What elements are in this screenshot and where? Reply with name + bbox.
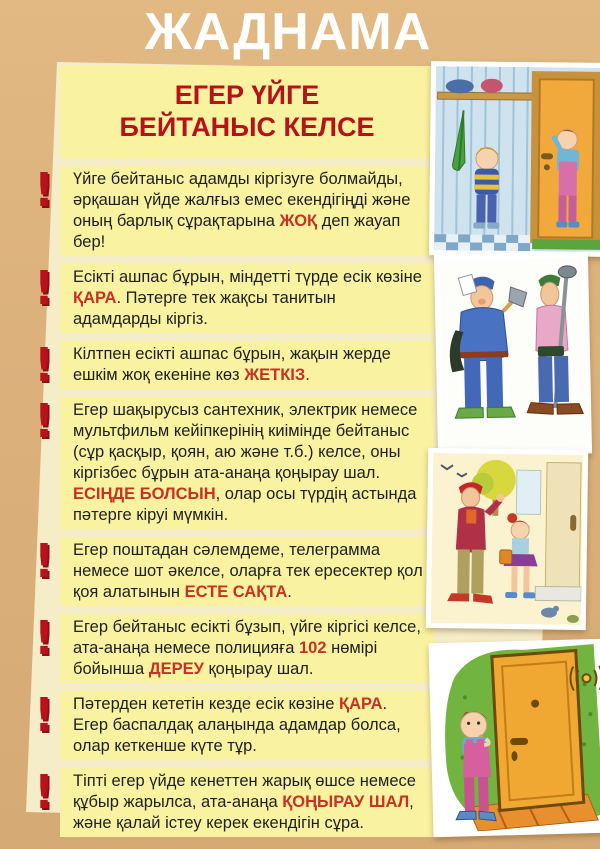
memo-heading-line1: ЕГЕР ҮЙГЕ (174, 80, 320, 110)
tip-block (34, 394, 434, 529)
tip-block (34, 338, 434, 392)
highlighted-red-text: ДЕРЕУ (148, 660, 204, 678)
highlighted-red-text: 102 (299, 639, 327, 657)
tip-text (73, 344, 424, 386)
tip-text-segment: . (305, 366, 310, 384)
tip-block (34, 163, 434, 256)
tip-block (34, 611, 434, 683)
memo-heading-line2: БЕЙТАНЫС КЕЛСЕ (119, 112, 375, 142)
exclamation-icon: ! (34, 163, 54, 217)
strangers-scene (440, 258, 586, 451)
yard-scene (431, 453, 583, 625)
illustration-stranger-and-girl (426, 448, 588, 630)
highlighted-red-text: ЕСТЕ САҚТА (184, 583, 288, 601)
tip-text-segment: Есікті ашпас бұрын, міндетті түрде есік көзіне (73, 268, 422, 286)
tip-text-segment: Үйге бейтаныс адамды кіргізуге болмайды, әрқашан үйде жалғыз емес екендігіңді және оның барлық сұрақтарына (73, 170, 411, 230)
tip-text-segment: Егер шақырусыз сантехник, электрик немесе мультфильм кейіпкерінің киімінде бейтаныс (сұр қасқыр, қоян, аю және т.б.) келсе, оны кіргізбес бұрын ата-анаңа қоңырау шал. (73, 401, 418, 482)
page-title: ЖАДНАМА (144, 3, 432, 61)
children-at-door-scene (434, 66, 600, 252)
tip-text (73, 267, 424, 330)
illustration-children-at-apartment-door (429, 61, 600, 257)
tip-block (34, 688, 434, 760)
memo-heading (60, 66, 434, 158)
illustration-boy-at-ringing-door (428, 639, 600, 838)
exclamation-icon: ! (34, 688, 54, 742)
door-mat (532, 239, 600, 250)
tip-text (73, 169, 424, 253)
tip-text-segment: қоңырау шал. (203, 660, 314, 678)
exclamation-icon: ! (34, 338, 54, 392)
tip-text (73, 694, 424, 757)
highlighted-red-text: ҚОҢЫРАУ ШАЛ (282, 793, 410, 811)
highlighted-red-text: ЕСІҢДЕ БОЛСЫН (73, 485, 216, 503)
exclamation-icon: ! (34, 611, 54, 665)
checkered-floor (434, 234, 534, 251)
tip-text (73, 771, 424, 834)
tip-text-segment: Егер поштадан сәлемдеме, телеграмма немесе шот әкелсе, оларға тек ересектер қол қоя алатынын (73, 541, 423, 601)
tip-text-segment: , олар осы түрдің астында пәтерге кіруі мүмкін. (73, 485, 417, 524)
exclamation-icon: ! (34, 765, 54, 819)
tip-text-segment: Пәтерден кететін кезде есік көзіне (73, 695, 340, 713)
tip-text-segment: деп жауап бер! (73, 212, 401, 251)
tip-text-segment: нөмірі бойынша (73, 639, 378, 678)
tip-text-segment: . (287, 583, 292, 601)
highlighted-red-text: ЖОҚ (279, 212, 318, 230)
tip-text-segment: , және қалай істеу керек екендігін сұра. (73, 793, 414, 832)
tip-text-segment: Кілтпен есікті ашпас бұрын, жақын жерде ешкім жоқ екеніне көз (73, 345, 391, 384)
tip-block (34, 261, 434, 333)
tip-text-segment: Тіпті егер үйде кенеттен жарық өшсе немесе құбыр жарылса, ата-анаңа (73, 772, 416, 811)
tip-block (34, 765, 434, 837)
highlighted-red-text: ЖЕТКІЗ (244, 366, 306, 384)
boy-door-scene (434, 644, 600, 832)
exclamation-icon: ! (34, 394, 54, 448)
tips-list (34, 163, 434, 837)
tip-text (73, 617, 424, 680)
highlighted-red-text: ҚАРА (339, 695, 383, 713)
tip-text-segment: . Егер баспалдақ алаңында адамдар болса, олар кеткенше күте тұр. (73, 695, 401, 755)
tip-text (73, 400, 424, 526)
memo-content (34, 66, 434, 837)
highlighted-red-text: ҚАРА (73, 289, 117, 307)
exclamation-icon: ! (34, 534, 54, 588)
tip-text-segment: Егер бейтаныс есікті бұзып, үйге кіргісі келсе, ата-анаңа немесе полицияға (73, 618, 421, 657)
tip-block (34, 534, 434, 606)
exclamation-icon: ! (34, 261, 54, 315)
illustration-suspicious-workers (434, 251, 592, 456)
tip-text-segment: . Пәтерге тек жақсы танитын адамдарды кіргіз. (73, 289, 336, 328)
tip-text (73, 540, 424, 603)
